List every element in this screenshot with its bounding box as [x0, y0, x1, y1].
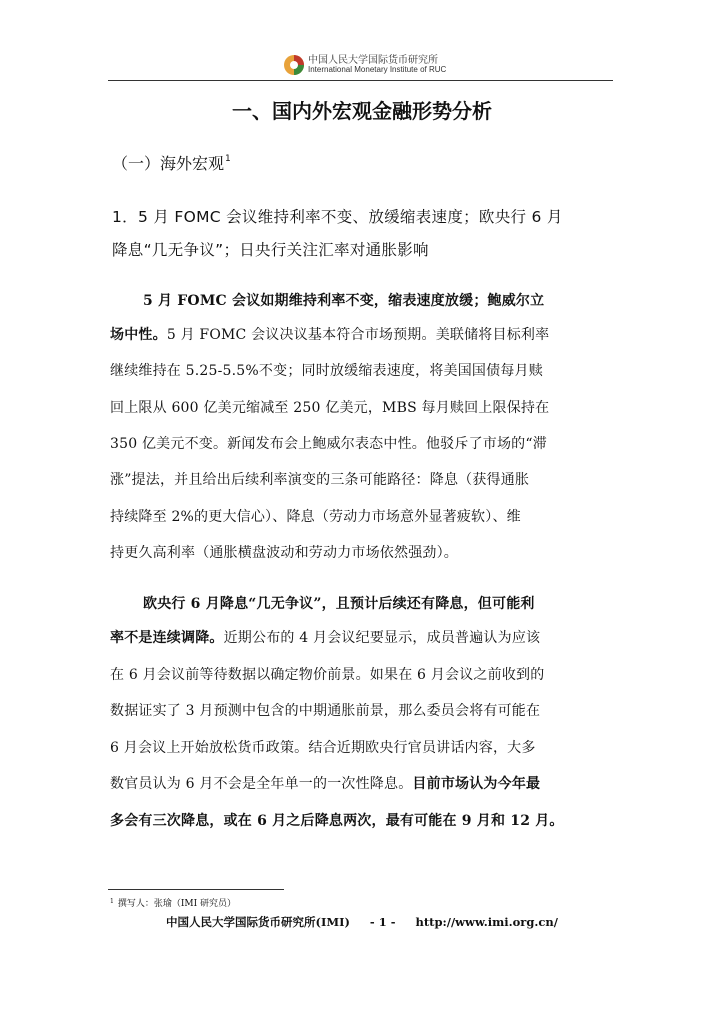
header-org-en: International Monetary Institute of RUC: [308, 65, 447, 74]
paragraph-2-line: [110, 628, 615, 648]
paragraph-2-conclusion-bold: 目前市场认为今年最: [412, 776, 541, 792]
paragraph-1-line: 350 亿美元不变。新闻发布会上鲍威尔表态中性。他驳斥了市场的“滞: [110, 436, 547, 452]
footer-org: 中国人民大学国际货币研究所(IMI): [166, 915, 350, 929]
paragraph-2-line: 欧央行 6 月降息“几无争议”，且预计后续还有降息，但可能利: [143, 596, 535, 612]
paragraph-2-line: 多会有三次降息，或在 6 月之后降息两次，最有可能在 9 月和 12 月。: [110, 813, 564, 829]
footer-url-link[interactable]: http://www.imi.org.cn/: [415, 915, 558, 929]
footnote-mark: 1: [110, 898, 114, 905]
header-divider: [108, 80, 613, 81]
paragraph-1-line: 持续降至 2%的更大信心）、降息（劳动力市场意外显著疲软）、维: [110, 509, 521, 525]
subheading-line-1: 1．5 月 FOMC 会议维持利率不变、放缓缩表速度；欧央行 6 月: [112, 208, 563, 226]
footnote-divider: [108, 889, 284, 890]
footnote: [110, 896, 236, 909]
footnote-reference[interactable]: 1: [225, 154, 231, 164]
paragraph-1-line: 继续维持在 5.25-5.5%不变；同时放缓缩表速度，将美国国债每月赎: [110, 363, 543, 379]
paragraph-1-line: [110, 325, 615, 345]
paragraph-2-line: [110, 774, 615, 794]
section-heading: [112, 151, 231, 174]
imi-logo-icon: [283, 53, 305, 77]
page-title: 一、国内外宏观金融形势分析: [232, 99, 492, 123]
header-org-cn: 中国人民大学国际货币研究所: [308, 55, 438, 66]
paragraph-1-lead-bold: 场中性。: [110, 327, 167, 343]
paragraph-1-line: 5 月 FOMC 会议如期维持利率不变，缩表速度放缓；鲍威尔立: [143, 293, 545, 309]
paragraph-1-text: 5 月 FOMC 会议决议基本符合市场预期。美联储将目标利率: [166, 327, 550, 343]
paragraph-2-line: 数据证实了 3 月预测中包含的中期通胀前景，那么委员会将有可能在: [110, 703, 541, 719]
page-footer: [0, 914, 724, 930]
footnote-text: 撰写人：张瑜（IMI 研究员）: [117, 899, 237, 909]
page-number: - 1 -: [369, 915, 396, 929]
paragraph-1-line: 持更久高利率（通胀横盘波动和劳动力市场依然强劲）。: [110, 545, 458, 561]
paragraph-2-text: 近期公布的 4 月会议纪要显示，成员普遍认为应该: [223, 630, 541, 646]
paragraph-2-text: 数官员认为 6 月不会是全年单一的一次性降息。: [110, 776, 413, 792]
paragraph-1-line: 回上限从 600 亿美元缩减至 250 亿美元，MBS 每月赎回上限保持在: [110, 400, 550, 416]
subheading-line-2: 降息“几无争议”；日央行关注汇率对通胀影响: [112, 241, 429, 259]
paragraph-2-line: 在 6 月会议前等待数据以确定物价前景。如果在 6 月会议之前收到的: [110, 667, 545, 683]
section-label: （一）海外宏观: [112, 154, 225, 173]
paragraph-2-line: 6 月会议上开始放松货币政策。结合近期欧央行官员讲话内容，大多: [110, 740, 536, 756]
paragraph-1-line: 涨”提法，并且给出后续利率演变的三条可能路径：降息（获得通胀: [110, 472, 530, 488]
paragraph-2-lead-bold: 率不是连续调降。: [110, 630, 224, 646]
